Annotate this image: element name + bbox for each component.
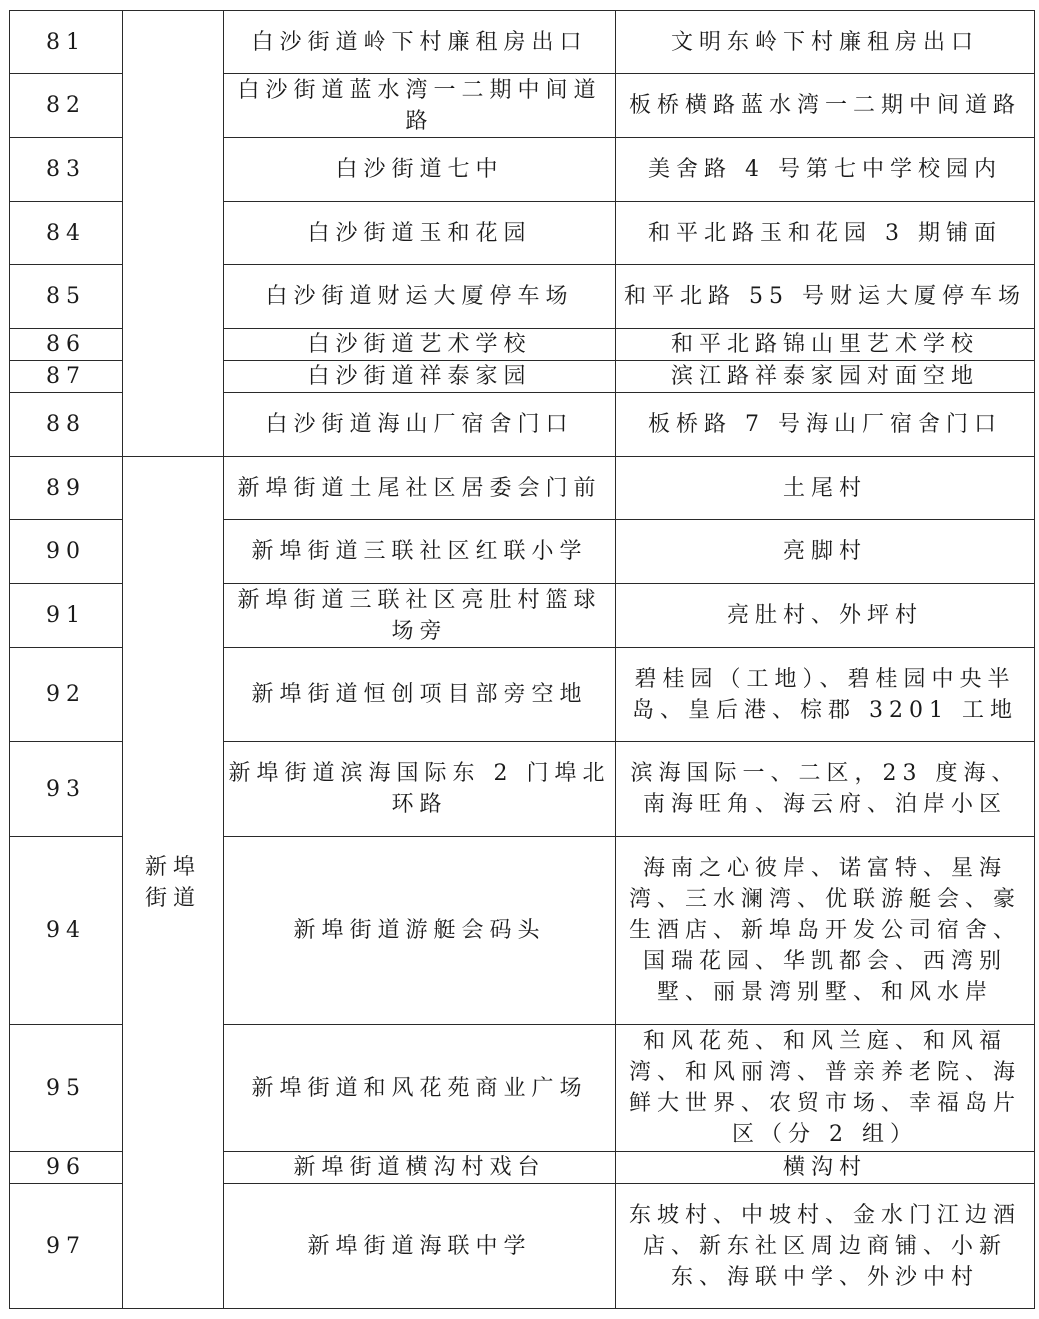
site-cell: 白沙街道财运大厦停车场 [224,265,616,329]
site-cell: 白沙街道蓝水湾一二期中间道路 [224,74,616,138]
row-number: 97 [10,1184,123,1309]
row-number: 94 [10,837,123,1025]
row-number: 86 [10,329,123,361]
row-number: 96 [10,1152,123,1184]
row-number: 91 [10,584,123,648]
row-number: 83 [10,138,123,202]
district-cell-baisha [123,11,224,457]
area-cell: 和平北路 55 号财运大厦停车场 [616,265,1035,329]
row-number: 87 [10,361,123,393]
area-cell: 板桥路 7 号海山厂宿舍门口 [616,393,1035,457]
row-number: 81 [10,11,123,74]
site-cell: 新埠街道和风花苑商业广场 [224,1025,616,1152]
site-cell: 新埠街道滨海国际东 2 门埠北环路 [224,742,616,837]
site-cell: 新埠街道游艇会码头 [224,837,616,1025]
site-cell: 白沙街道海山厂宿舍门口 [224,393,616,457]
row-number: 92 [10,648,123,742]
site-cell: 白沙街道艺术学校 [224,329,616,361]
area-cell: 和平北路锦山里艺术学校 [616,329,1035,361]
site-cell: 新埠街道横沟村戏台 [224,1152,616,1184]
row-number: 89 [10,457,123,520]
site-cell: 白沙街道玉和花园 [224,202,616,265]
table-row [10,11,1035,74]
site-cell: 新埠街道三联社区红联小学 [224,520,616,584]
area-cell: 横沟村 [616,1152,1035,1184]
row-number: 82 [10,74,123,138]
row-number: 90 [10,520,123,584]
site-cell: 白沙街道七中 [224,138,616,202]
area-cell: 亮脚村 [616,520,1035,584]
table-row [10,457,1035,520]
site-cell: 新埠街道土尾社区居委会门前 [224,457,616,520]
area-cell: 海南之心彼岸、诺富特、星海湾、三水澜湾、优联游艇会、豪生酒店、新埠岛开发公司宿舍、国瑞花园、华凯都会、西湾别墅、丽景湾别墅、和风水岸 [616,837,1035,1025]
area-cell: 和风花苑、和风兰庭、和风福湾、和风丽湾、普亲养老院、海鲜大世界、农贸市场、幸福岛片区（分 2 组） [616,1025,1035,1152]
area-cell: 东坡村、中坡村、金水门江边酒店、新东社区周边商铺、小新东、海联中学、外沙中村 [616,1184,1035,1309]
site-cell: 新埠街道海联中学 [224,1184,616,1309]
site-cell: 白沙街道岭下村廉租房出口 [224,11,616,74]
site-cell: 白沙街道祥泰家园 [224,361,616,393]
area-cell: 美舍路 4 号第七中学校园内 [616,138,1035,202]
row-number: 95 [10,1025,123,1152]
area-cell: 滨海国际一、二区，23 度海、南海旺角、海云府、泊岸小区 [616,742,1035,837]
area-cell: 文明东岭下村廉租房出口 [616,11,1035,74]
site-cell: 新埠街道恒创项目部旁空地 [224,648,616,742]
site-cell: 新埠街道三联社区亮肚村篮球场旁 [224,584,616,648]
area-cell: 和平北路玉和花园 3 期铺面 [616,202,1035,265]
row-number: 93 [10,742,123,837]
area-cell: 滨江路祥泰家园对面空地 [616,361,1035,393]
area-cell: 亮肚村、外坪村 [616,584,1035,648]
area-cell: 土尾村 [616,457,1035,520]
testing-site-table [9,10,1035,1309]
district-cell-xinbu: 新埠街道 [123,457,224,1309]
row-number: 84 [10,202,123,265]
area-cell: 碧桂园（工地）、碧桂园中央半岛、皇后港、棕郡 3201 工地 [616,648,1035,742]
area-cell: 板桥横路蓝水湾一二期中间道路 [616,74,1035,138]
row-number: 85 [10,265,123,329]
row-number: 88 [10,393,123,457]
